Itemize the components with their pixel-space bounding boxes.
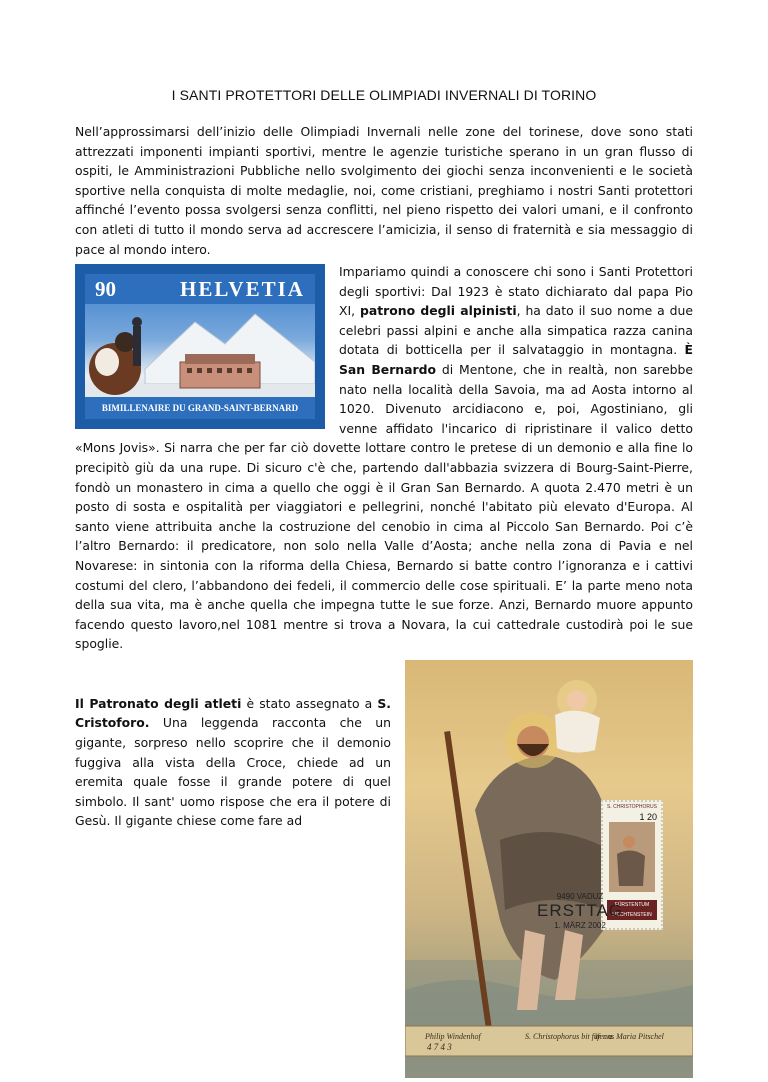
bernardo-patronage: patrono degli alpinisti: [359, 303, 517, 319]
mini-stamp-caption: FÜRSTENTUM LIECHTENSTEIN: [607, 900, 657, 920]
cristoforo-patronage: Il Patronato degli atleti: [75, 695, 242, 711]
cristoforo-paragraph: Il Patronato degli atleti è stato assegnato a S. Cristoforo. Una leggenda racconta che un gigante, sorpreso nello scoprire che il demonio fuggiva alla vista della Croce, chiede ad un eremita quale fosse il grande potere di quel simbolo. Il sant' uomo rispose che era il potere di Gesù. Il gigante chiese come fare ad: [75, 695, 391, 829]
stamp-artwork: [85, 274, 315, 419]
first-day-postmark: [537, 892, 623, 930]
stamp-caption: BIMILLENAIRE DU GRAND-SAINT-BERNARD: [85, 397, 315, 419]
intro-paragraph: Nell’approssimarsi dell’inizio delle Olimpiadi Invernali nelle zone del torinese, dove sono stati attrezzati imponenti impianti sportivi, mentre le agenzie turistiche sperano in un gran flusso di ospiti, le Amministrazioni Pubbliche nello svolgimento dei giochi senza inconvenienti e le società sportive nella conquista di molte medaglie, noi, come cristiani, preghiamo i nostri Santi protettori affinché l’evento possa svolgersi senza conflitti, nel pieno rispetto dei valori umani, e il confronto con atleti di tutto il mondo serva ad accrescere l’amicizia, il senso di fraternità e sia messaggio di pace al mondo intero.: [75, 124, 693, 257]
bernardo-paragraph: Impariamo quindi a conoscere chi sono i Santi Protettori degli sportivi: Dal 1923 è stato dichiarato dal papa Pio XI, patrono degli alpinisti, ha dato il suo nome a due celebri passi alpini e anche alla simpatica razza canina dotata di botticella per il salvataggio in montagna. È San Bernardo di Mentone, che in realtà, non sarebbe nato nella località della Savoia, ma ad Aosta intorno al 1020. Divenuto arcidiacono e, poi, Agostiniano, gli venne affidato l'incarico di ripristinare il valico detto «Mons Jovis». Si narra che per far ciò dovette lottare contro le pretese di un demonio e alla fine lo precipitò giù da una rupe. Di sicuro c'è che, partendo dall'abbazia svizzera di Bourg-Saint-Pierre, fondò un monastero in cima a quello che oggi è il Gran San Bernardo. A quota 2.470 metri è un posto di sosta e ospitalità per viaggiatori e pellegrini, nonché l'abitato più elevato d'Europa. Al santo viene attribuita anche la costruzione del cenobio in cima al Piccolo San Bernardo. Poi c’è l’altro Bernardo: il predicatore, non solo nella Valle d’Aosta; anche nella zona di Pavia e nel Novarese: in sintonia con la riforma della Chiesa, Bernardo si batte contro l’ignoranza e i cattivi costumi del clero, l’abbandono dei fedeli, il commercio delle cose spirituali. E’ la parte meno nota della sua vita, ma è anche quella che impegna tutte le sue forze. Anzi, Bernardo muore appunto facendo questo lavoro,nel 1081 mentre si trova a Novara, la cui cattedrale custodirà poi le sue spoglie.: [75, 264, 693, 652]
stamp-country: HELVETIA: [180, 277, 305, 301]
cristoforo-name: S. Cristoforo.: [75, 695, 391, 731]
scroll-label-right: ifer a. Maria Pitschel: [595, 1031, 664, 1041]
bernardo-name: È San Bernardo: [339, 342, 693, 377]
article-body: [75, 262, 693, 1082]
postmark-date: 1. MÄRZ 2002: [554, 920, 606, 930]
postmark-title: ERSTTAG: [537, 900, 624, 920]
scroll-label-left: Philip Windenhof: [425, 1031, 481, 1041]
mini-stamp-top-text: S. CHRISTOPHORUS: [607, 803, 657, 810]
scroll-label-center: S. Christophorus bit für uns: [525, 1031, 615, 1041]
mini-stamp-value: 1 20: [639, 811, 657, 822]
page-title: I SANTI PROTETTORI DELLE OLIMPIADI INVERNALI DI TORINO: [171, 87, 597, 103]
scroll-numbers: 4 7 4 3: [427, 1041, 452, 1052]
mini-stamp-artwork: [603, 820, 661, 900]
stamp-value: 90: [95, 277, 116, 301]
postmark-town: 9490 VADUZ: [556, 891, 604, 901]
swiss-stamp-image: [75, 264, 325, 429]
saint-christopher-painting: [405, 660, 693, 1078]
painting-scroll: [413, 1026, 685, 1052]
